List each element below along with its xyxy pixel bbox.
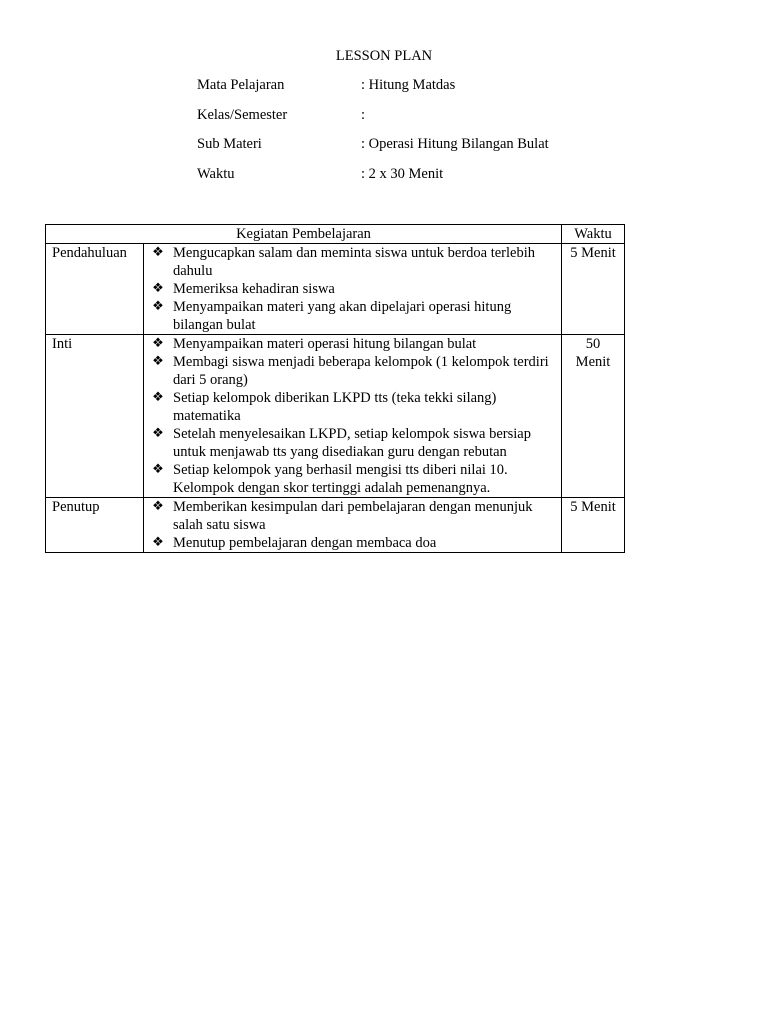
info-value: : Hitung Matdas bbox=[361, 77, 456, 93]
diamond-bullet-icon: ❖ bbox=[152, 299, 164, 314]
info-value: : Operasi Hitung Bilangan Bulat bbox=[361, 136, 549, 152]
info-value: : bbox=[361, 107, 366, 123]
activity-text: Menyampaikan materi operasi hitung bilangan bulat bbox=[173, 336, 477, 352]
table-row bbox=[46, 335, 625, 498]
info-value: : 2 x 30 Menit bbox=[361, 166, 444, 182]
info-label: Sub Materi bbox=[197, 136, 262, 152]
list-item bbox=[150, 335, 555, 353]
lesson-activity-table bbox=[45, 224, 625, 553]
activity-text: Menyampaikan materi yang akan dipelajari operasi hitung bilangan bulat bbox=[173, 299, 512, 333]
table-header-row bbox=[46, 225, 625, 244]
header-activity: Kegiatan Pembelajaran bbox=[46, 225, 562, 244]
diamond-bullet-icon: ❖ bbox=[152, 499, 164, 514]
list-item bbox=[150, 425, 555, 461]
table-row bbox=[46, 244, 625, 335]
diamond-bullet-icon: ❖ bbox=[152, 281, 164, 296]
phase-cell: Inti bbox=[46, 335, 144, 498]
activity-text: Mengucapkan salam dan meminta siswa untuk berdoa terlebih dahulu bbox=[173, 245, 535, 279]
activity-text: Memberikan kesimpulan dari pembelajaran dengan menunjuk salah satu siswa bbox=[173, 499, 533, 533]
table-row bbox=[46, 498, 625, 553]
list-item bbox=[150, 280, 555, 298]
diamond-bullet-icon: ❖ bbox=[152, 535, 164, 550]
activity-text: Menutup pembelajaran dengan membaca doa bbox=[173, 535, 437, 551]
phase-cell: Pendahuluan bbox=[46, 244, 144, 335]
header-time: Waktu bbox=[562, 225, 625, 244]
info-label: Mata Pelajaran bbox=[197, 77, 285, 93]
activities-cell bbox=[144, 244, 562, 335]
list-item bbox=[150, 298, 555, 334]
activity-text: Setelah menyelesaikan LKPD, setiap kelompok siswa bersiap untuk menjawab tts yang disediakan guru dengan rebutan bbox=[173, 426, 531, 460]
info-label: Waktu bbox=[197, 166, 235, 182]
list-item bbox=[150, 389, 555, 425]
activity-text: Setiap kelompok yang berhasil mengisi tts diberi nilai 10. Kelompok dengan skor tertinggi adalah pemenangnya. bbox=[173, 462, 508, 496]
activities-cell bbox=[144, 335, 562, 498]
table-body bbox=[46, 244, 625, 553]
diamond-bullet-icon: ❖ bbox=[152, 426, 164, 441]
activity-text: Setiap kelompok diberikan LKPD tts (teka tekki silang) matematika bbox=[173, 390, 497, 424]
list-item bbox=[150, 498, 555, 534]
time-cell: 5 Menit bbox=[562, 244, 625, 335]
phase-cell: Penutup bbox=[46, 498, 144, 553]
list-item bbox=[150, 353, 555, 389]
activity-list bbox=[150, 498, 555, 552]
activities-cell bbox=[144, 498, 562, 553]
activity-text: Membagi siswa menjadi beberapa kelompok (1 kelompok terdiri dari 5 orang) bbox=[173, 354, 549, 388]
diamond-bullet-icon: ❖ bbox=[152, 245, 164, 260]
activity-text: Memeriksa kehadiran siswa bbox=[173, 281, 335, 297]
info-label: Kelas/Semester bbox=[197, 107, 288, 123]
activity-list bbox=[150, 244, 555, 334]
diamond-bullet-icon: ❖ bbox=[152, 390, 164, 405]
document-title: LESSON PLAN bbox=[335, 48, 433, 64]
time-cell: 50 Menit bbox=[562, 335, 625, 498]
time-cell: 5 Menit bbox=[562, 498, 625, 553]
list-item bbox=[150, 461, 555, 497]
list-item bbox=[150, 534, 555, 552]
activity-list bbox=[150, 335, 555, 497]
list-item bbox=[150, 244, 555, 280]
diamond-bullet-icon: ❖ bbox=[152, 336, 164, 351]
diamond-bullet-icon: ❖ bbox=[152, 354, 164, 369]
diamond-bullet-icon: ❖ bbox=[152, 462, 164, 477]
